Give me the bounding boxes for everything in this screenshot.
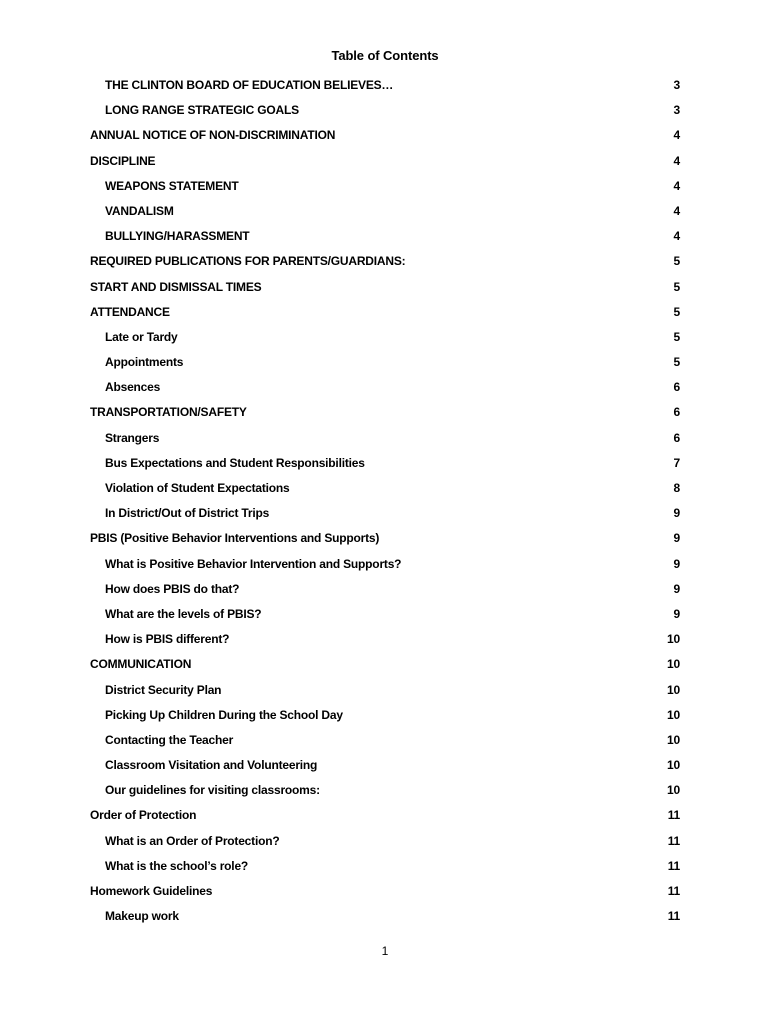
toc-entry-page: 9	[673, 556, 680, 571]
toc-entry-label: Makeup work	[105, 909, 179, 924]
toc-entry-label: LONG RANGE STRATEGIC GOALS	[105, 103, 299, 118]
toc-entry[interactable]	[90, 226, 680, 251]
toc-entry-label: What is an Order of Protection?	[105, 833, 280, 848]
toc-entry[interactable]	[90, 453, 680, 478]
toc-entry-label: START AND DISMISSAL TIMES	[90, 279, 262, 294]
toc-entry-label: What is the school’s role?	[105, 858, 249, 873]
toc-entry-label: Contacting the Teacher	[105, 732, 234, 747]
toc-entry[interactable]	[90, 352, 680, 377]
toc-entry-page: 6	[673, 405, 680, 420]
toc-entry-page: 5	[673, 355, 680, 370]
toc-entry-page: 6	[673, 380, 680, 395]
toc-entry-label: In District/Out of District Trips	[105, 506, 270, 521]
toc-entry[interactable]	[90, 428, 680, 453]
toc-entry-label: ANNUAL NOTICE OF NON-DISCRIMINATION	[90, 128, 336, 143]
page-title: Table of Contents	[331, 48, 439, 63]
toc-entry-page: 5	[673, 279, 680, 294]
toc-entry-page: 4	[673, 229, 680, 244]
toc-entry[interactable]	[90, 805, 680, 830]
toc-entry[interactable]	[90, 831, 680, 856]
toc-entry[interactable]	[90, 327, 680, 352]
toc-entry-page: 4	[673, 178, 680, 193]
toc-entry-page: 11	[667, 909, 680, 924]
toc-entry-page: 10	[667, 657, 680, 672]
toc-entry-page: 10	[667, 682, 680, 697]
toc-entry-label: What are the levels of PBIS?	[105, 606, 262, 621]
toc-entry[interactable]	[90, 579, 680, 604]
toc-entry-label: THE CLINTON BOARD OF EDUCATION BELIEVES…	[105, 78, 394, 92]
toc-entry-label: How is PBIS different?	[105, 632, 230, 647]
toc-entry-label: Order of Protection	[90, 808, 197, 823]
table-of-contents	[90, 75, 680, 931]
toc-entry-page: 9	[673, 531, 680, 546]
toc-entry-page: 10	[667, 707, 680, 722]
toc-entry-label: Late or Tardy	[105, 329, 178, 344]
toc-entry-page: 9	[673, 506, 680, 521]
toc-entry-label: Bus Expectations and Student Responsibilities	[105, 455, 365, 470]
toc-entry-page: 5	[673, 254, 680, 269]
toc-entry-label: TRANSPORTATION/SAFETY	[90, 405, 247, 420]
toc-entry-label: Absences	[105, 380, 161, 395]
toc-entry-page: 7	[673, 455, 680, 470]
toc-entry-page: 4	[673, 153, 680, 168]
toc-entry[interactable]	[90, 277, 680, 302]
toc-entry[interactable]	[90, 629, 680, 654]
toc-entry-label: Homework Guidelines	[90, 884, 213, 898]
toc-entry-label: Classroom Visitation and Volunteering	[105, 758, 318, 773]
toc-entry-page: 10	[667, 758, 680, 773]
toc-entry[interactable]	[90, 503, 680, 528]
toc-entry[interactable]	[90, 176, 680, 201]
toc-entry-label: What is Positive Behavior Intervention and Supports?	[105, 556, 402, 571]
toc-entry[interactable]	[90, 730, 680, 755]
toc-entry-page: 10	[667, 732, 680, 747]
toc-entry-label: Appointments	[105, 355, 184, 370]
toc-entry[interactable]	[90, 680, 680, 705]
toc-entry-label: Picking Up Children During the School Day	[105, 707, 343, 722]
toc-entry-page: 4	[673, 128, 680, 143]
toc-entry-page: 5	[673, 329, 680, 344]
toc-entry-page: 3	[673, 103, 680, 118]
toc-entry[interactable]	[90, 151, 680, 176]
toc-entry[interactable]	[90, 528, 680, 553]
toc-entry[interactable]	[90, 201, 680, 226]
toc-entry-page: 5	[673, 304, 680, 319]
toc-entry[interactable]	[90, 125, 680, 150]
toc-entry-page: 11	[667, 833, 680, 848]
toc-entry[interactable]	[90, 402, 680, 427]
toc-entry-label: VANDALISM	[105, 203, 174, 218]
toc-entry[interactable]	[90, 856, 680, 881]
toc-entry[interactable]	[90, 302, 680, 327]
toc-entry-label: COMMUNICATION	[90, 657, 192, 672]
toc-entry-label: Strangers	[105, 430, 160, 445]
toc-entry[interactable]	[90, 906, 680, 931]
toc-entry-label: DISCIPLINE	[90, 153, 156, 168]
toc-entry-page: 9	[673, 606, 680, 621]
toc-entry-page: 10	[667, 783, 680, 798]
toc-entry[interactable]	[90, 780, 680, 805]
toc-entry-page: 11	[667, 808, 680, 823]
toc-entry-page: 10	[667, 632, 680, 647]
toc-entry-page: 11	[667, 858, 680, 873]
toc-entry[interactable]	[90, 705, 680, 730]
toc-entry[interactable]	[90, 75, 680, 100]
toc-entry[interactable]	[90, 478, 680, 503]
toc-entry-page: 11	[667, 884, 680, 898]
toc-entry-page: 9	[673, 581, 680, 596]
toc-entry-label: REQUIRED PUBLICATIONS FOR PARENTS/GUARDIANS:	[90, 254, 406, 269]
toc-entry[interactable]	[90, 654, 680, 679]
toc-entry-page: 4	[673, 203, 680, 218]
toc-entry-label: BULLYING/HARASSMENT	[105, 229, 250, 244]
page-number: 1	[381, 944, 389, 958]
toc-entry[interactable]	[90, 881, 680, 906]
toc-entry-label: WEAPONS STATEMENT	[105, 178, 239, 193]
toc-entry-page: 8	[673, 481, 680, 495]
toc-entry-page: 3	[673, 78, 680, 92]
toc-entry-label: Violation of Student Expectations	[105, 481, 290, 495]
toc-entry[interactable]	[90, 100, 680, 125]
toc-entry[interactable]	[90, 755, 680, 780]
toc-entry-label: ATTENDANCE	[90, 304, 170, 319]
toc-entry[interactable]	[90, 554, 680, 579]
toc-entry-label: District Security Plan	[105, 682, 222, 697]
toc-entry-label: How does PBIS do that?	[105, 581, 240, 596]
toc-entry[interactable]	[90, 377, 680, 402]
toc-entry-label: Our guidelines for visiting classrooms:	[105, 783, 320, 798]
toc-entry[interactable]	[90, 604, 680, 629]
toc-entry-page: 6	[673, 430, 680, 445]
toc-entry[interactable]	[90, 251, 680, 276]
toc-entry-label: PBIS (Positive Behavior Interventions and Supports)	[90, 531, 380, 546]
